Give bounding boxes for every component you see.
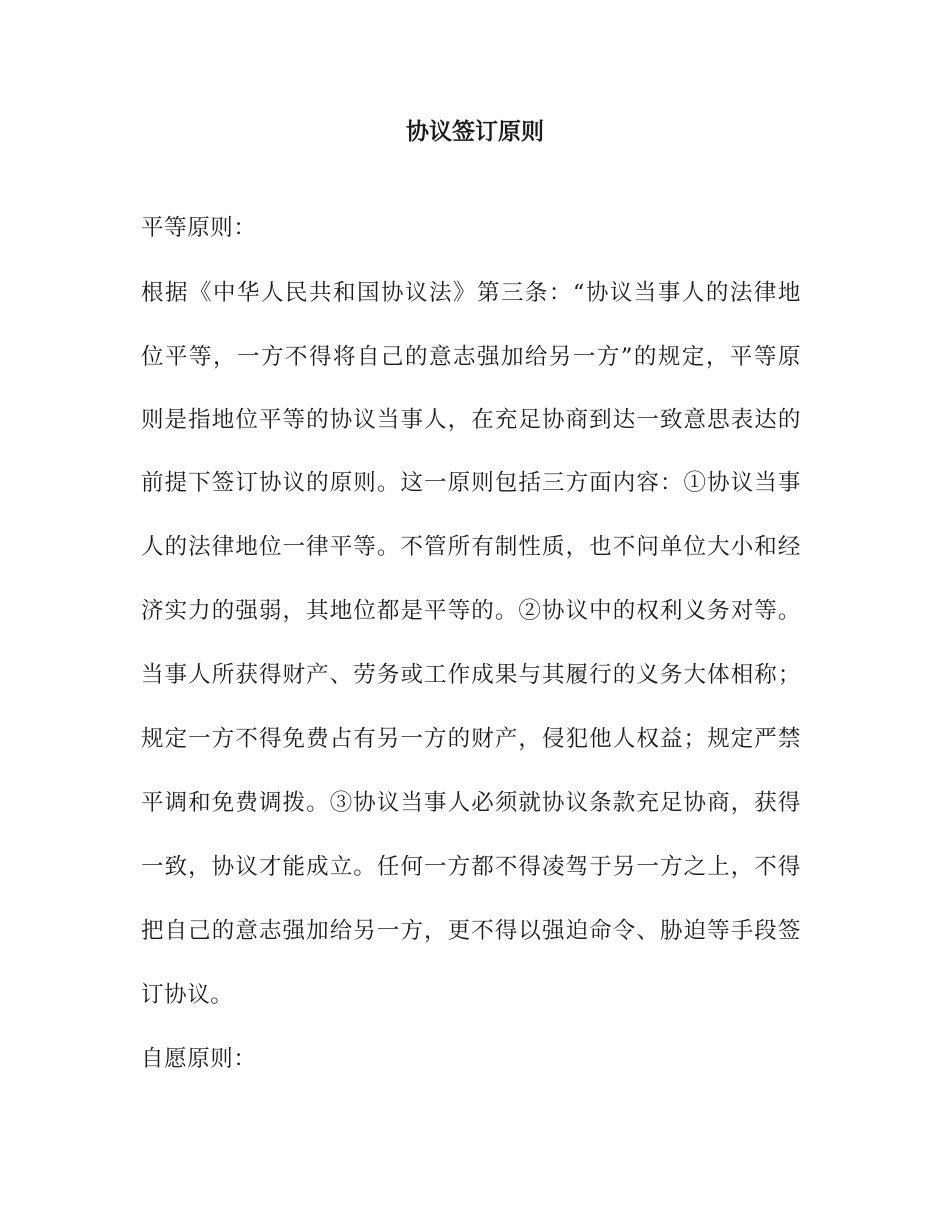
body-line: 一致，协议才能成立。任何一方都不得凌驾于另一方之上，不得 <box>141 854 801 880</box>
body-line: 订协议。 <box>141 982 234 1008</box>
body-line: 位平等，一方不得将自己的意志强加给另一方”的规定，平等原 <box>141 344 801 370</box>
body-line: 当事人所获得财产、劳务或工作成果与其履行的义务大体相称； <box>141 662 801 688</box>
body-line: 平调和免费调拨。③协议当事人必须就协议条款充足协商，获得 <box>141 790 801 816</box>
body-line: 济实力的强弱，其地位都是平等的。②协议中的权利义务对等。 <box>141 598 801 624</box>
section-heading-equality: 平等原则： <box>141 215 257 241</box>
body-line: 前提下签订协议的原则。这一原则包括三方面内容：①协议当事 <box>141 470 801 496</box>
body-line: 规定一方不得免费占有另一方的财产，侵犯他人权益；规定严禁 <box>141 726 801 752</box>
body-line: 根据《中华人民共和国协议法》第三条：“协议当事人的法律地 <box>141 280 801 306</box>
section-heading-voluntary: 自愿原则： <box>141 1046 257 1072</box>
body-line: 把自己的意志强加给另一方，更不得以强迫命令、胁迫等手段签 <box>141 918 801 944</box>
body-line: 人的法律地位一律平等。不管所有制性质，也不问单位大小和经 <box>141 534 801 560</box>
document-title: 协议签订原则 <box>406 118 544 145</box>
body-line: 则是指地位平等的协议当事人，在充足协商到达一致意思表达的 <box>141 407 801 433</box>
